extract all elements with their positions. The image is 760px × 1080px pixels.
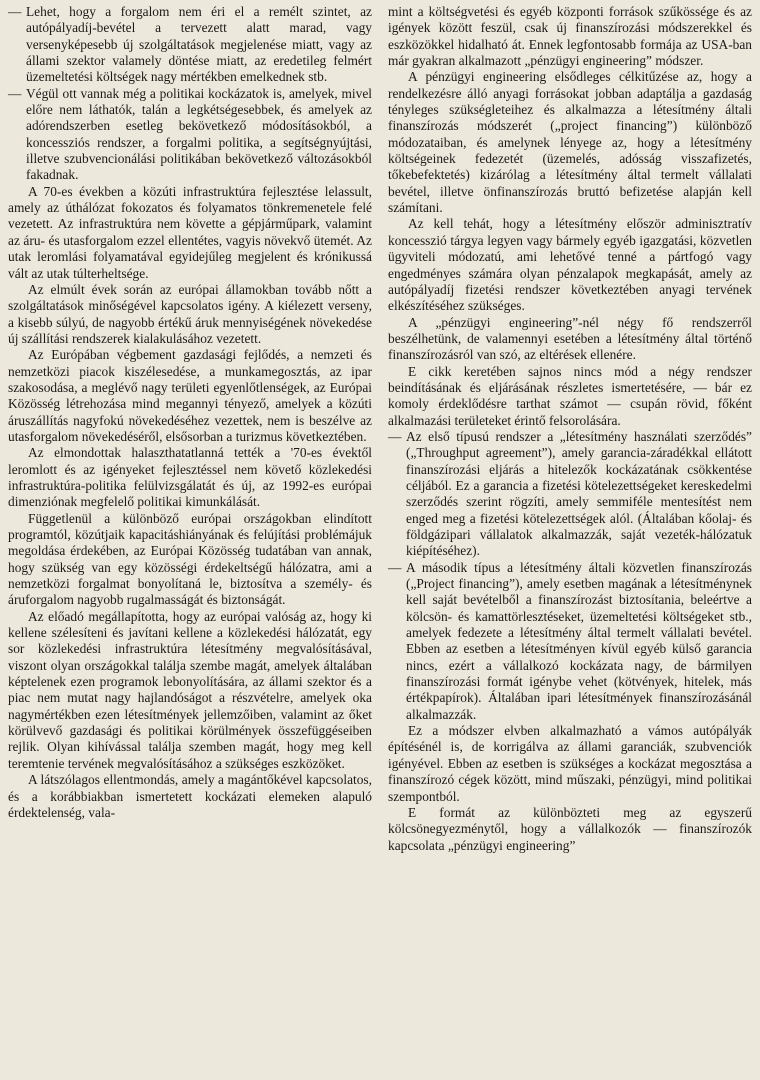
paragraph: Az Európában végbement gazdasági fejlődés, a nemzeti és nemzetközi piacok kiszélesedése, a munkamegosztás, az ipar szakosodása, a meglévő nagy területi egyenlőtlenségek, az Európai Közösség létrehozása mind megannyi tényező, amelyek a közúti áruszállítás nagyfokú növekedéséhez vezettek, nem is beszélve az utasforgalom növekedéséről, elsősorban a turizmus következtében. [8, 347, 372, 444]
paragraph: Az elmondottak halaszthatatlanná tették a '70-es évektől leromlott és az igényeket fejlesztéssel nem követő közlekedési infrastruktúra-politika felülvizsgálatát és új, az 1992-es európai dimenziónak megfelelő politikai kimunkálását. [8, 445, 372, 510]
paragraph: A 70-es években a közúti infrastruktúra fejlesztése lelassult, amely az úthálózat fokozatos és folyamatos tönkremenetele felé vezetett. Az infrastruktúra nem követte a gépjárműpark, valamint az áru- és utasforgalom ezzel ellentétes, vagyis növekvő ütemét. Az utak leromlási folyamatával egyidejűleg megjelent és krónikussá vált az utak túlterheltsége. [8, 183, 372, 281]
dash-item-text: Lehet, hogy a forgalom nem éri el a remélt szintet, az autópályadíj-bevétel a tervezett alatt marad, vagy versenyképesebb új szolgáltatások megjelenése miatt, vagy az állami szektor valamely döntése miatt, az eredetileg felmért üzemeltetési költségek nagy mértékben emelkednek stb. [26, 4, 372, 85]
dash-list-item [388, 560, 752, 723]
dash-list-item [8, 86, 372, 184]
paragraph: Az kell tehát, hogy a létesítmény először adminisztratív koncesszió tárgya legyen vagy bármely egyéb igazgatási, közvetlen ügyviteli módozatú, ami lehetővé tenné a pártfogó vagy engedményes számára olyan pénzalapok megkapását, amely az autópályadíj fizetési rendszer következtében anyagi tervének elkészítéséhez szükséges. [388, 216, 752, 314]
paragraph: E formát az különbözteti meg az egyszerű kölcsönegyezménytől, hogy a vállalkozók — finanszírozók kapcsolata „pénzügyi engineering” [388, 804, 752, 853]
dash-list-item [388, 429, 752, 560]
continued-paragraph: mint a költségvetési és egyéb központi források szűkössége és az igények között feszül, csak új finanszírozási módszerekkel és eszközökkel hidalható át. Ennek legfontosabb formája az USA-ban már gyakran alkalmazott „pénzügyi engineering” módszer. [388, 4, 752, 69]
paragraph: A „pénzügyi engineering”-nél négy fő rendszerről beszélhetünk, de valamennyi esetében a létesítmény által történő finanszírozásról van szó, az eltérések ellenére. [388, 314, 752, 363]
dash-item-text: Az első típusú rendszer a „létesítmény használati szerződés” („Throughput agreement”), amely garancia-záradékkal ellátott finanszírozási eljárás a hitelezők kockázatának csökkentése céljából. Ez a garancia a fizetési kötelezettségeket kereskedelmi szerződés szerint rögzíti, amely semmiféle mentesítést nem enged meg a fizetési kötelezettségek alól. (Általában kőolaj- és földgázipari vállalatok alkalmazzák, saját vezeték-hálózatuk kiépítéséhez). [406, 428, 752, 559]
dash-marker: — [388, 428, 402, 444]
left-column [8, 4, 372, 1080]
dash-marker: — [8, 85, 22, 101]
paragraph: A pénzügyi engineering elsődleges célkitűzése az, hogy a rendelkezésre álló anyagi forrásokat jobban adaptálja a gazdaság tényleges szükségleteihez és alkalmazza a létesítmény általi finanszírozás módszerét („project financing”) különböző módozataiban, és amelynek lényege az, hogy a létesítmény költségeinek fedezetét (üzemelés, adósság visszafizetés, tőkebefektetés) kizárólag a létesítmény által termelt vállalati bevétel, illetve önfinanszírozás bruttó befizetése alapján kell számítani. [388, 69, 752, 216]
paragraph: Az elmúlt évek során az európai államokban tovább nőtt a szolgáltatások minőségével kapcsolatos igény. A kiélezett verseny, a kisebb súlyú, de nagyobb értékű áruk mennyiségének növekedése új szállítási rendszerek kialakulásához vezetett. [8, 281, 372, 346]
right-column [388, 4, 752, 1080]
dash-item-text: Végül ott vannak még a politikai kockázatok is, amelyek, mivel előre nem láthatók, talán a legkétségesebbek, és amelyek az adórendszerben esetleg bekövetkező módosításokból, a koncessziós rendszer, a forgalmi politika, a segítségnyújtási, illetve szubvencionálási politikában bekövetkező változásokból fakadnak. [26, 85, 372, 183]
dash-marker: — [388, 559, 402, 575]
paragraph: E cikk keretében sajnos nincs mód a négy rendszer beindításának és eljárásának részletes ismertetésére, — bár ez komoly érdeklődésre tarthat számot — csupán rövid, főként alkalmazási területeket érintő felsorolására. [388, 363, 752, 428]
paragraph: Az előadó megállapította, hogy az európai valóság az, hogy ki kellene szélesíteni és javítani kellene a közlekedési hálózatát, egy sor közlekedési infrastruktúra létesítmény megvalósításával, viszont olyan országokkal találja szembe magát, amelyek általában képtelenek ezen programok lebonyolítására, az állami szektor és a piac nem mutat nagy hajlandóságot a részvételre, amelyek oka nagymértékben ezen létesítmények jellemzőiben, valamint az őket körülvevő gazdasági és politikai körülmények összefüggéseiben rejlik. Olyan kihívással találja szemben magát, hogy meg kell teremtenie tervének megvalósításához a szükséges eszközöket. [8, 608, 372, 771]
dash-item-text: A második típus a létesítmény általi közvetlen finanszírozás („Project financing”), amely esetben magának a létesítménynek kell saját bevételből a finanszírozást biztosítania, beleértve a kölcsön- és kamattörlesztéseket, üzemeltetési költségeket stb., amelyek fedezete a létesítmény által termelt vállalati bevétel. Ebben az esetben a létesítményen kívül egyéb külső garancia nincs, ezért a vállalkozó kockázata nagy, de bármilyen finanszírozási formát igénybe vehet (kötvények, hitelek, más értékpapírok). Általában ipari létesítmények finanszírozásánál alkalmazzák. [406, 559, 752, 722]
dash-list-item [8, 4, 372, 86]
paragraph: Függetlenül a különböző európai országokban elindított programtól, közútjaik kapacitáshiányának és felújítási problémájuk megoldása érdekében, az Európai Közösség tudatában van annak, hogy szükség van egy közösségi érdekeltségű hálózatra, ami a nemzetközi forgalmat bonyolítaná le, biztosítva a személy- és áruforgalom nagyobb rugalmasságát és biztonságát. [8, 510, 372, 608]
dash-marker: — [8, 4, 22, 19]
paragraph: Ez a módszer elvben alkalmazható a vámos autópályák építésénél is, de korrigálva az állami garanciák, szubvenciók igényével. Ebben az esetben is szükséges a kockázat megosztása a finanszírozó cégek között, mind műszaki, pénzügyi, mind politikai szempontból. [388, 723, 752, 804]
paragraph: A látszólagos ellentmondás, amely a magántőkével kapcsolatos, és a korábbiakban ismertetett kockázati elemeken alapuló érdektelenség, vala- [8, 772, 372, 820]
